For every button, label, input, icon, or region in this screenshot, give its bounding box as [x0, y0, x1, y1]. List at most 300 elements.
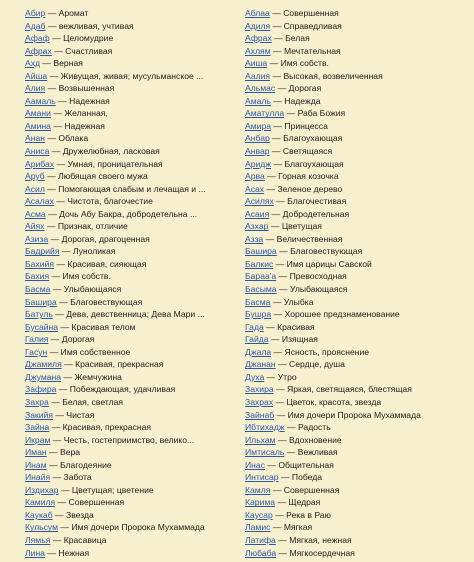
name-separator: —	[48, 396, 63, 407]
name-link[interactable]: Алия	[25, 83, 46, 94]
name-meaning: Надежная	[69, 95, 110, 106]
name-meaning: вежливая, учтивая	[58, 20, 134, 31]
name-link[interactable]: Амина	[25, 120, 51, 131]
name-separator: —	[55, 95, 70, 106]
name-entry	[25, 471, 247, 484]
name-link[interactable]: Издихар	[25, 484, 59, 495]
name-meaning: Живущая, живая; мусульманское ...	[60, 70, 204, 81]
name-separator: —	[276, 246, 291, 257]
name-separator: —	[40, 58, 54, 69]
name-link[interactable]: Зафира	[25, 384, 57, 395]
name-link[interactable]: Каукаб	[25, 509, 53, 520]
name-entry	[25, 409, 247, 422]
name-link[interactable]: Асах	[245, 183, 265, 194]
name-entry	[25, 208, 247, 221]
name-meaning: Цветущая	[281, 221, 322, 232]
name-link[interactable]: Кульсум	[25, 522, 59, 533]
name-meaning: Побеждающая, удачливая	[69, 384, 176, 395]
name-link[interactable]: Афрах	[245, 33, 272, 44]
name-meaning: Благочестивая	[287, 196, 347, 207]
name-meaning: Верная	[53, 58, 83, 69]
name-entry	[25, 183, 247, 196]
name-entry	[245, 183, 467, 196]
name-link[interactable]: Инайя	[25, 472, 51, 483]
name-link[interactable]: Зайнаб	[245, 409, 275, 420]
name-link[interactable]: Асилях	[245, 196, 274, 207]
name-link[interactable]: Башира	[25, 296, 57, 307]
name-link[interactable]: Амира	[245, 120, 271, 131]
name-entry	[245, 245, 467, 258]
name-separator: —	[269, 146, 283, 157]
name-entry	[245, 509, 467, 522]
name-entry	[245, 521, 467, 534]
name-link[interactable]: Джанан	[245, 359, 276, 370]
name-link[interactable]: Джумана	[25, 371, 62, 382]
name-link[interactable]: Аруб	[25, 171, 45, 182]
name-separator: —	[46, 459, 60, 470]
name-link[interactable]: Асаия	[245, 208, 270, 219]
name-separator: —	[48, 334, 62, 345]
name-entry	[25, 7, 247, 20]
name-meaning: Совершенная	[283, 484, 340, 495]
name-meaning: Река в Раю	[286, 509, 331, 520]
name-entry	[245, 421, 467, 434]
name-meaning: Дочь Абу Бакра, добродетельна ...	[59, 208, 198, 219]
name-link[interactable]: Айях	[25, 221, 45, 232]
name-meaning: Белая, светлая	[62, 396, 124, 407]
name-entry	[245, 471, 467, 484]
name-entry	[245, 45, 467, 58]
name-entry	[245, 346, 467, 359]
name-separator: —	[275, 359, 289, 370]
name-link[interactable]: Анвар	[245, 146, 270, 157]
name-meaning: Высокая, возвеличенная	[283, 70, 383, 81]
name-link[interactable]: Альмас	[245, 83, 276, 94]
name-separator: —	[272, 509, 287, 520]
name-separator: —	[58, 484, 72, 495]
name-entry	[25, 321, 247, 334]
name-entry	[245, 158, 467, 171]
name-separator: —	[268, 221, 282, 232]
name-link[interactable]: Азхар	[245, 221, 269, 232]
name-entry	[245, 396, 467, 409]
name-separator: —	[284, 422, 298, 433]
name-entry	[245, 270, 467, 283]
name-meaning: Улыбающаяся	[289, 284, 348, 295]
name-entry	[245, 132, 467, 145]
name-separator: —	[49, 146, 63, 157]
name-meaning: Горная козочка	[278, 171, 339, 182]
name-separator: —	[269, 8, 284, 18]
name-meaning: Справедливая	[283, 20, 342, 31]
name-meaning: Цветущая; цветение	[71, 484, 154, 495]
name-entry	[245, 496, 467, 509]
name-link[interactable]: Бусайна	[25, 321, 59, 332]
name-meaning: Имя собств.	[62, 271, 111, 282]
name-entry	[25, 82, 247, 95]
name-meaning: Победа	[291, 472, 323, 483]
name-meaning: Жемчужина	[74, 371, 122, 382]
name-link[interactable]: Камиля	[25, 497, 56, 508]
name-meaning: Желанная,	[64, 108, 108, 119]
name-link[interactable]: Анисa	[25, 146, 50, 157]
name-entry	[245, 95, 467, 108]
name-separator: —	[44, 221, 58, 232]
name-link[interactable]: Балкис	[245, 258, 274, 269]
name-link[interactable]: Асма	[25, 208, 46, 219]
name-meaning: Красивая телом	[71, 321, 136, 332]
name-entry	[245, 434, 467, 447]
name-entry	[25, 371, 247, 384]
name-link[interactable]: Абир	[25, 8, 46, 18]
name-link[interactable]: Азза	[245, 233, 264, 244]
name-entry	[25, 283, 247, 296]
name-link[interactable]: Камля	[245, 484, 271, 495]
name-meaning: Благоухающая	[284, 158, 344, 169]
name-link[interactable]: Аалия	[245, 70, 271, 81]
name-entry	[25, 396, 247, 409]
name-meaning: Надежда	[284, 95, 321, 106]
name-entry	[245, 233, 467, 246]
name-separator: —	[265, 459, 279, 470]
name-entry	[245, 70, 467, 83]
names-column-right	[245, 7, 467, 559]
name-link[interactable]: Асалах	[25, 196, 54, 207]
name-separator: —	[268, 334, 282, 345]
name-meaning: Благодеяние	[60, 459, 112, 470]
name-separator: —	[52, 509, 67, 520]
name-entry	[25, 195, 247, 208]
name-link[interactable]: Гасун	[25, 346, 48, 357]
name-separator: —	[45, 8, 59, 18]
name-entry	[25, 45, 247, 58]
name-separator: —	[273, 396, 287, 407]
name-separator: —	[284, 447, 298, 458]
name-separator: —	[48, 233, 62, 244]
name-entry	[25, 107, 247, 120]
name-entry	[25, 383, 247, 396]
name-separator: —	[52, 309, 67, 320]
name-entry	[25, 245, 247, 258]
name-meaning: Мягкая, нежная	[289, 534, 352, 545]
name-entry	[25, 346, 247, 359]
name-link[interactable]: Басма	[245, 296, 271, 307]
name-entry	[245, 547, 467, 560]
name-separator: —	[44, 171, 59, 182]
name-meaning: Добродетельная	[282, 208, 350, 219]
name-separator: —	[58, 321, 72, 332]
name-separator: —	[45, 208, 60, 219]
name-separator: —	[50, 472, 64, 483]
name-link[interactable]: Ахд	[25, 58, 41, 69]
name-link[interactable]: Анбар	[245, 133, 270, 144]
name-separator: —	[53, 258, 68, 269]
name-link[interactable]: Арибах	[25, 158, 55, 169]
name-entry	[245, 32, 467, 45]
name-link[interactable]: Аамаль	[25, 95, 56, 106]
name-meaning: Любящая своего мужа	[58, 171, 148, 182]
name-entry	[25, 459, 247, 472]
name-link[interactable]: Каусар	[245, 509, 273, 520]
name-meaning: Раба Божия	[297, 108, 346, 119]
name-link[interactable]: Афрах	[25, 45, 52, 56]
name-link[interactable]: Аблаа	[245, 8, 270, 18]
name-entry	[245, 145, 467, 158]
name-entry	[25, 120, 247, 133]
name-link[interactable]: Духа	[245, 371, 265, 382]
name-link[interactable]: Анан	[25, 133, 46, 144]
name-link[interactable]: Бахия	[25, 271, 50, 282]
name-separator: —	[50, 120, 65, 131]
name-entry	[25, 233, 247, 246]
name-link[interactable]: Закийя	[25, 409, 53, 420]
names-column-left	[25, 7, 247, 559]
name-meaning: Имя царицы Савской	[286, 258, 372, 269]
name-link[interactable]: Бахийя	[25, 258, 54, 269]
name-meaning: Изящная	[281, 334, 318, 345]
name-separator: —	[263, 233, 277, 244]
name-separator: —	[45, 20, 59, 31]
name-entry	[25, 446, 247, 459]
name-separator: —	[47, 70, 61, 81]
name-meaning: Нежная	[58, 547, 90, 558]
name-separator: —	[267, 58, 281, 69]
name-meaning: Благоухающая	[283, 133, 343, 144]
name-link[interactable]: Джамиля	[25, 359, 62, 370]
name-meaning: Надежная	[64, 120, 105, 131]
name-link[interactable]: Инас	[245, 459, 265, 470]
name-separator: —	[276, 547, 290, 558]
name-meaning: Сердце, душа	[289, 359, 345, 370]
name-link[interactable]: Интисар	[245, 472, 279, 483]
name-link[interactable]: Азиза	[25, 233, 49, 244]
name-entry	[245, 82, 467, 95]
name-meaning: Яркая, светящаяся, блестящая	[287, 384, 412, 395]
name-link[interactable]: Иман	[25, 447, 47, 458]
name-meaning: Имя собств.	[280, 58, 329, 69]
name-link[interactable]: Арва	[245, 171, 265, 182]
name-link[interactable]: Адаб	[25, 20, 46, 31]
name-link[interactable]: Асил	[25, 183, 45, 194]
name-link[interactable]: Баширa	[245, 246, 277, 257]
name-separator: —	[273, 196, 288, 207]
name-meaning: Красивая, сияющая	[67, 258, 147, 269]
name-entry	[245, 308, 467, 321]
name-meaning: Светящаяся	[282, 146, 333, 157]
name-link[interactable]: Бараа'а	[245, 271, 277, 282]
name-link[interactable]: Лина	[25, 547, 45, 558]
name-separator: —	[61, 371, 75, 382]
name-meaning: Возвышенная	[58, 83, 115, 94]
name-meaning: Счастливая	[65, 45, 113, 56]
name-separator: —	[44, 547, 59, 558]
name-meaning: Совершенная	[283, 8, 339, 18]
name-entry	[245, 7, 467, 20]
name-entry	[245, 170, 467, 183]
name-separator: —	[264, 183, 278, 194]
name-separator: —	[273, 384, 288, 395]
name-separator: —	[263, 321, 278, 332]
name-link[interactable]: Имтисаль	[245, 447, 285, 458]
name-separator: —	[46, 447, 60, 458]
name-link[interactable]: Инам	[25, 459, 47, 470]
name-entry	[245, 409, 467, 422]
name-link[interactable]: Зайна	[25, 422, 50, 433]
name-separator: —	[58, 522, 72, 533]
name-entry	[245, 321, 467, 334]
name-meaning: Признак, отличие	[57, 221, 128, 232]
name-link[interactable]: Амаль	[245, 95, 271, 106]
name-meaning: Вера	[60, 447, 81, 458]
name-meaning: Дева, девственница; Дева Мари ...	[66, 309, 205, 320]
name-meaning: Дорогая	[61, 334, 95, 345]
name-meaning: Имя дочери Пророка Мухаммада	[71, 522, 205, 533]
name-separator: —	[54, 158, 68, 169]
name-link[interactable]: Гайда	[245, 334, 269, 345]
name-separator: —	[45, 133, 59, 144]
name-meaning: Имя собственное	[60, 346, 131, 357]
name-entry	[25, 509, 247, 522]
name-meaning: Аромат	[58, 8, 89, 18]
name-entry	[25, 534, 247, 547]
name-separator: —	[50, 534, 64, 545]
name-link[interactable]: Аиша	[245, 58, 268, 69]
name-meaning: Красивая, прекрасная	[62, 422, 152, 433]
name-entry	[245, 371, 467, 384]
name-link[interactable]: Галия	[25, 334, 49, 345]
name-separator: —	[51, 45, 66, 56]
name-separator: —	[278, 472, 292, 483]
name-separator: —	[271, 346, 285, 357]
name-meaning: Мягкая	[283, 522, 313, 533]
name-entry	[25, 170, 247, 183]
name-separator: —	[264, 171, 279, 182]
name-separator: —	[49, 271, 63, 282]
name-meaning: Дорогая, драгоценная	[61, 233, 150, 244]
name-separator: —	[52, 409, 67, 420]
name-meaning: Хорошее предзнаменование	[284, 309, 400, 320]
name-link[interactable]: Захрах	[245, 396, 274, 407]
name-meaning: Облака	[58, 133, 89, 144]
name-separator: —	[271, 158, 285, 169]
name-link[interactable]: Бушра	[245, 309, 272, 320]
name-link[interactable]: Ибтихадж	[245, 422, 285, 433]
name-link[interactable]: Любаба	[245, 547, 277, 558]
name-separator: —	[270, 70, 284, 81]
name-link[interactable]: Джала	[245, 346, 272, 357]
name-entry	[25, 270, 247, 283]
name-meaning: Совершенная	[68, 497, 125, 508]
name-separator: —	[50, 284, 64, 295]
name-separator: —	[270, 45, 284, 56]
name-link[interactable]: Афаф	[25, 33, 50, 44]
name-separator: —	[275, 534, 290, 545]
name-separator: —	[61, 359, 76, 370]
name-separator: —	[56, 296, 71, 307]
name-link[interactable]: Гада	[245, 321, 264, 332]
name-separator: —	[270, 20, 284, 31]
name-link[interactable]: Аридж	[245, 158, 272, 169]
name-entry	[25, 308, 247, 321]
name-link[interactable]: Басыма	[245, 284, 277, 295]
name-link[interactable]: Захира	[245, 384, 274, 395]
name-link[interactable]: Аматулла	[245, 108, 285, 119]
name-separator: —	[271, 309, 285, 320]
name-entry	[245, 283, 467, 296]
name-meaning: Имя дочери Пророка Мухаммада	[287, 409, 421, 420]
name-separator: —	[270, 484, 284, 495]
name-meaning: Дружелюбная, ласковая	[62, 146, 160, 157]
name-link[interactable]: Батуль	[25, 309, 53, 320]
name-meaning: Зеленое дерево	[277, 183, 343, 194]
name-meaning: Звезда	[66, 509, 94, 520]
name-separator: —	[274, 409, 288, 420]
name-link[interactable]: Захра	[25, 396, 49, 407]
name-separator: —	[275, 83, 289, 94]
name-entry	[25, 521, 247, 534]
name-separator: —	[56, 384, 70, 395]
name-entry	[25, 296, 247, 309]
name-meaning: Радость	[297, 422, 331, 433]
name-link[interactable]: Ильхам	[245, 434, 276, 445]
name-separator: —	[270, 95, 285, 106]
name-link[interactable]: Карима	[245, 497, 276, 508]
name-link[interactable]: Ламис	[245, 522, 271, 533]
name-meaning: Принцесса	[284, 120, 328, 131]
name-entry	[245, 484, 467, 497]
name-separator: —	[44, 183, 59, 194]
name-link[interactable]: Басма	[25, 284, 51, 295]
name-meaning: Благовествующая	[70, 296, 143, 307]
name-link[interactable]: Икрам	[25, 434, 51, 445]
name-link[interactable]: Айша	[25, 70, 48, 81]
name-link[interactable]: Амани	[25, 108, 51, 119]
name-link[interactable]: Лямья	[25, 534, 51, 545]
name-link[interactable]: Ахлям	[245, 45, 271, 56]
name-entry	[245, 459, 467, 472]
name-link[interactable]: Бадрийя	[25, 246, 60, 257]
name-entry	[245, 120, 467, 133]
name-meaning: Чистая	[66, 409, 95, 420]
name-separator: —	[47, 346, 61, 357]
name-entry	[245, 107, 467, 120]
name-entry	[25, 484, 247, 497]
name-entry	[245, 220, 467, 233]
name-meaning: Ясность, прояснение	[284, 346, 370, 357]
name-entry	[25, 32, 247, 45]
name-separator: —	[273, 258, 287, 269]
name-entry	[245, 296, 467, 309]
name-entry	[25, 258, 247, 271]
name-meaning: Цветок, красота, звезда	[286, 396, 382, 407]
name-separator: —	[275, 497, 289, 508]
name-link[interactable]: Адиля	[245, 20, 271, 31]
name-meaning: Величественная	[276, 233, 343, 244]
name-entry	[245, 333, 467, 346]
name-entry	[25, 20, 247, 33]
name-entry	[25, 70, 247, 83]
name-meaning: Честь, гостеприимство, велико...	[63, 434, 195, 445]
name-entry	[25, 434, 247, 447]
name-link[interactable]: Латифа	[245, 534, 276, 545]
name-entry	[25, 95, 247, 108]
name-meaning: Превосходная	[289, 271, 347, 282]
name-entry	[245, 20, 467, 33]
name-entry	[25, 145, 247, 158]
name-separator: —	[50, 434, 64, 445]
name-separator: —	[55, 497, 69, 508]
name-separator: —	[269, 133, 284, 144]
